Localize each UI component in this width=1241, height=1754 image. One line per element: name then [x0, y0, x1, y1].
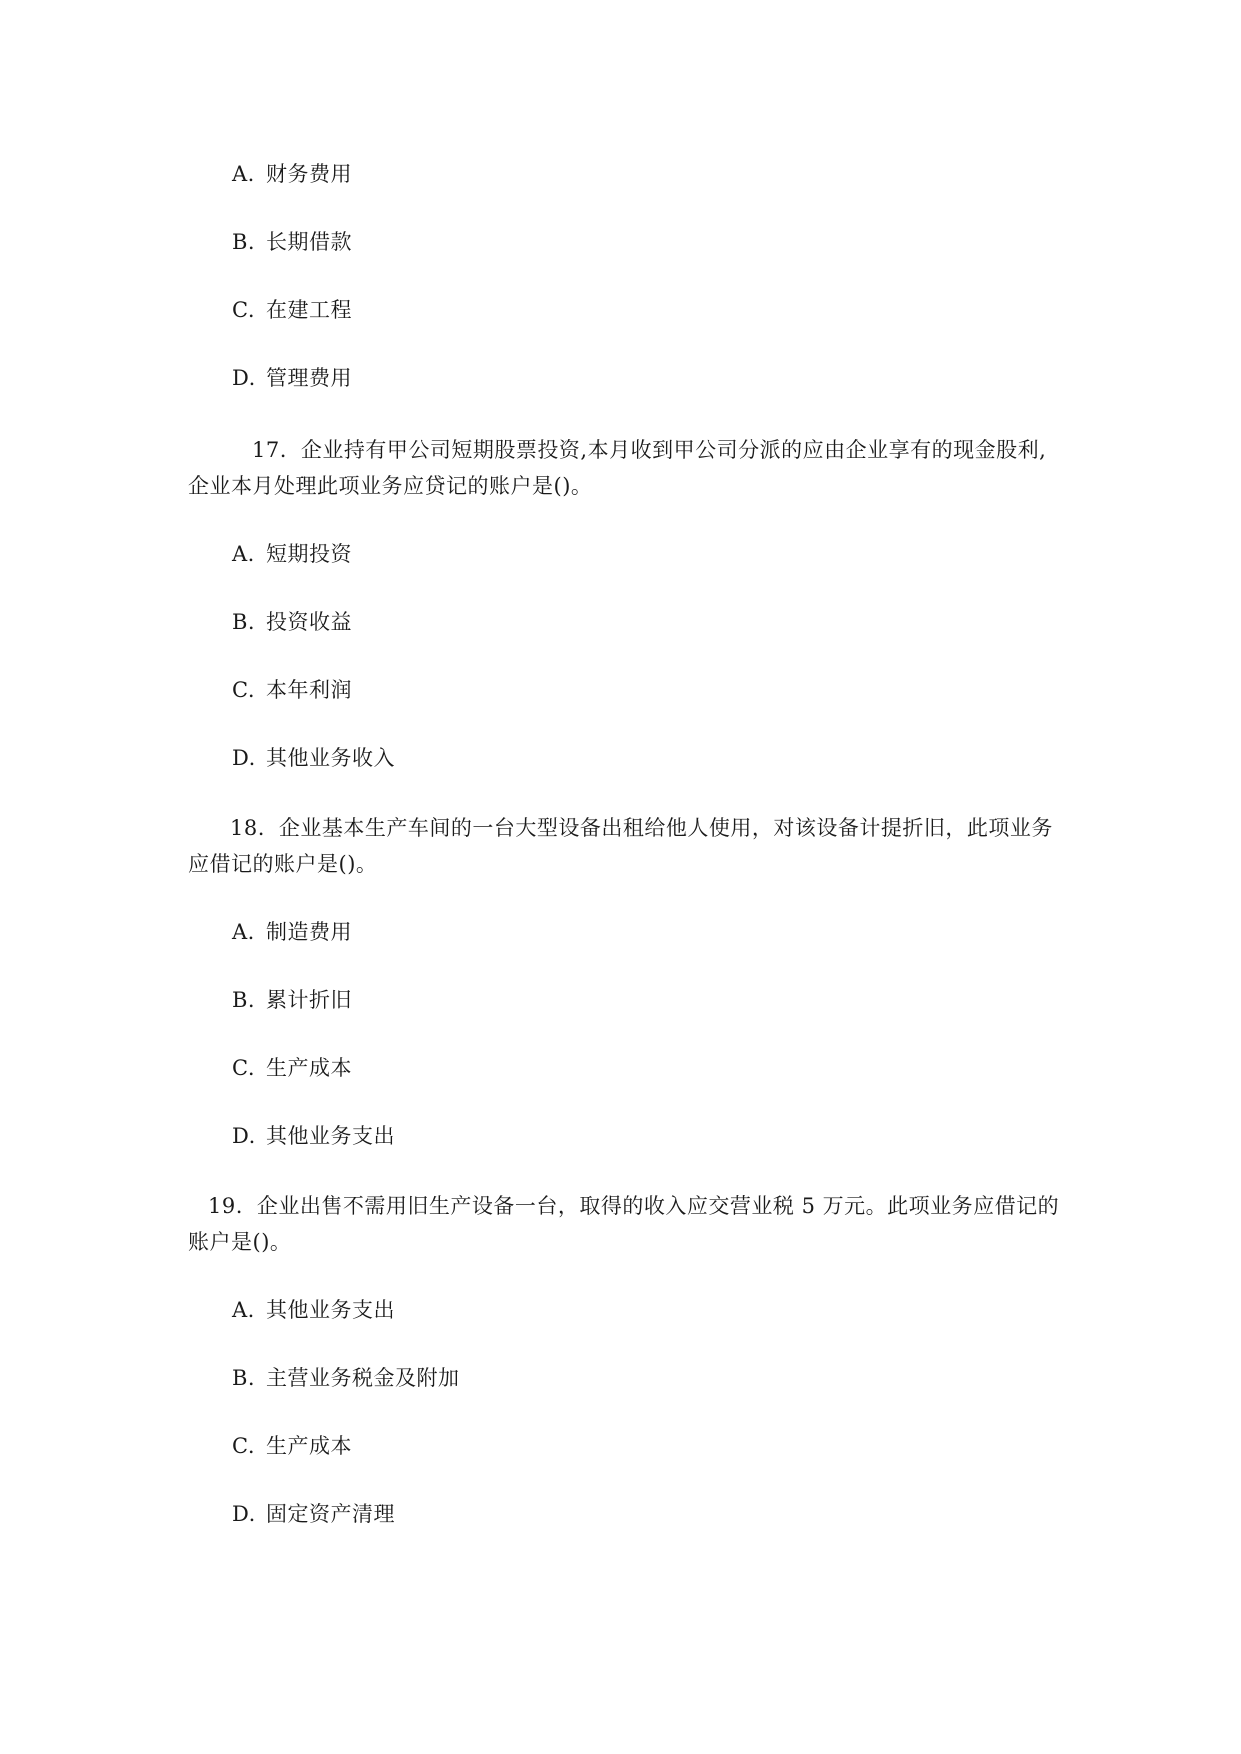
option-d	[232, 1500, 395, 1528]
option-c	[232, 1054, 352, 1082]
option-d	[232, 744, 395, 772]
option-text: 其他业务收入	[266, 746, 395, 770]
option-b	[232, 228, 352, 256]
option-text: 制造费用	[266, 920, 352, 944]
option-letter: D.	[232, 1502, 256, 1526]
option-text: 短期投资	[266, 542, 352, 566]
question-text: 企业出售不需用旧生产设备一台，取得的收入应交营业税 5 万元。此项业务应借记的	[256, 1194, 1060, 1218]
option-text: 累计折旧	[266, 988, 352, 1012]
question-number: 18.	[230, 816, 265, 840]
option-text: 生产成本	[266, 1056, 352, 1080]
option-text: 长期借款	[266, 230, 352, 254]
option-letter: D.	[232, 366, 256, 390]
question-number: 19.	[208, 1194, 243, 1218]
option-text: 其他业务支出	[266, 1298, 395, 1322]
option-d	[232, 1122, 395, 1150]
option-letter: C.	[232, 1056, 255, 1080]
question-text: 企业持有甲公司短期股票投资,本月收到甲公司分派的应由企业享有的现金股利,	[300, 438, 1047, 462]
option-text: 生产成本	[266, 1434, 352, 1458]
question-text: 应借记的账户是()。	[188, 852, 378, 876]
option-text: 主营业务税金及附加	[266, 1366, 460, 1390]
option-c	[232, 296, 352, 324]
option-letter: D.	[232, 1124, 256, 1148]
option-letter: A.	[232, 920, 255, 944]
question-18-line-2	[188, 850, 377, 878]
option-letter: C.	[232, 678, 255, 702]
question-number: 17.	[252, 438, 287, 462]
option-text: 财务费用	[266, 162, 352, 186]
option-letter: B.	[232, 610, 256, 634]
question-17-line-2	[188, 472, 592, 500]
option-letter: B.	[232, 988, 256, 1012]
option-text: 本年利润	[266, 678, 352, 702]
option-letter: A.	[232, 1298, 255, 1322]
question-17-line-1	[252, 436, 1046, 464]
option-letter: B.	[232, 1366, 256, 1390]
option-letter: A.	[232, 542, 255, 566]
option-c	[232, 676, 352, 704]
option-a	[232, 1296, 395, 1324]
option-a	[232, 918, 352, 946]
option-text: 在建工程	[266, 298, 352, 322]
option-letter: C.	[232, 298, 255, 322]
option-d	[232, 364, 352, 392]
option-a	[232, 160, 352, 188]
option-text: 管理费用	[266, 366, 352, 390]
question-text: 账户是()。	[188, 1230, 292, 1254]
option-letter: A.	[232, 162, 255, 186]
option-b	[232, 608, 352, 636]
option-text: 其他业务支出	[266, 1124, 395, 1148]
question-18-line-1	[230, 814, 1053, 842]
option-letter: D.	[232, 746, 256, 770]
option-letter: C.	[232, 1434, 255, 1458]
question-text: 企业本月处理此项业务应贷记的账户是()。	[188, 474, 593, 498]
option-letter: B.	[232, 230, 256, 254]
option-text: 投资收益	[266, 610, 352, 634]
option-c	[232, 1432, 352, 1460]
question-19-line-1	[208, 1192, 1059, 1220]
question-19-line-2	[188, 1228, 291, 1256]
question-text: 企业基本生产车间的一台大型设备出租给他人使用，对该设备计提折旧，此项业务	[278, 816, 1053, 840]
option-a	[232, 540, 352, 568]
option-text: 固定资产清理	[266, 1502, 395, 1526]
option-b	[232, 1364, 460, 1392]
option-b	[232, 986, 352, 1014]
